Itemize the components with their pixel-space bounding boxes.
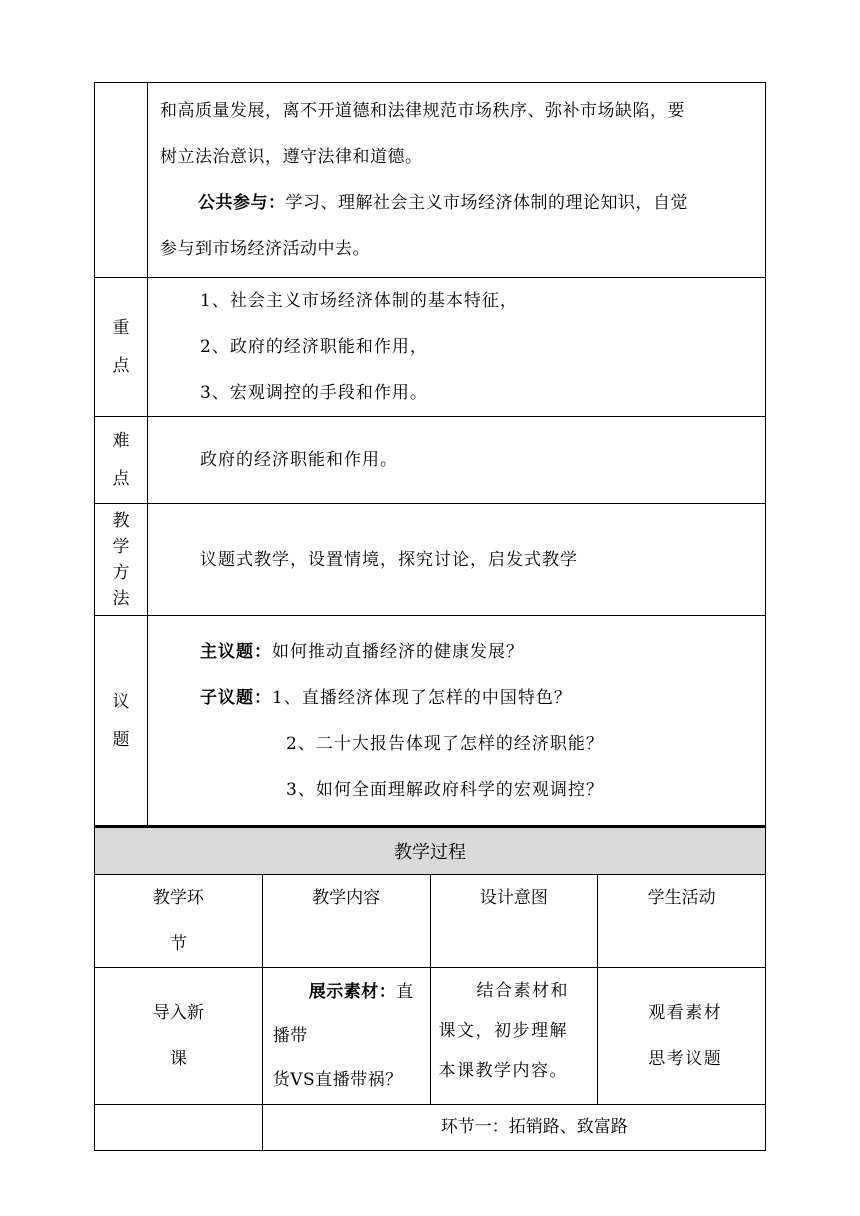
continuation-cell	[148, 83, 766, 278]
main-topic	[160, 629, 755, 675]
method-text: 议题式教学，设置情境，探究讨论，启发式教学	[200, 549, 578, 570]
public-participation-line	[160, 180, 755, 226]
sub-topic	[160, 675, 755, 721]
header-intent: 设计意图	[430, 875, 598, 968]
header-content: 教学内容	[262, 875, 430, 968]
intro-content-text: 直播带	[272, 982, 414, 1046]
section-stage-empty	[95, 1105, 263, 1151]
intro-content	[262, 968, 430, 1105]
key-point-item: 1、社会主义市场经济体制的基本特征，	[200, 291, 518, 311]
key-points-label: 重 点	[95, 278, 148, 417]
document	[94, 82, 766, 1151]
difficulty-cell	[148, 417, 766, 504]
section-row	[95, 1105, 766, 1151]
difficulty-text: 政府的经济职能和作用。	[200, 450, 398, 470]
public-participation-text: 学习、理解社会主义市场经济体制的理论知识，自觉	[285, 193, 688, 213]
difficulty-label: 难 点	[95, 417, 148, 504]
intro-intent: 结合素材和 课文，初步理解 本课教学内容。	[430, 968, 598, 1105]
intro-content-text: 货VS直播带祸？	[272, 1070, 403, 1090]
topic-row	[95, 616, 766, 826]
continuation-line: 树立法治意识，遵守法律和道德。	[160, 147, 423, 167]
difficulty-row	[95, 417, 766, 504]
main-topic-label: 主议题：	[200, 641, 272, 662]
topic-cell	[148, 616, 766, 826]
process-title-row	[95, 827, 766, 875]
teaching-process-table	[94, 826, 766, 1151]
method-label: 教 学 方 法	[95, 504, 148, 616]
key-points-cell	[148, 278, 766, 417]
intro-stage: 导入新 课	[95, 968, 263, 1105]
key-point-item: 2、政府的经济职能和作用，	[200, 337, 428, 357]
header-stage: 教学环 节	[95, 875, 263, 968]
public-participation-line: 参与到市场经济活动中去。	[160, 239, 370, 259]
intro-row	[95, 968, 766, 1105]
sub-topic: 3、如何全面理解政府科学的宏观调控？	[286, 779, 604, 800]
process-title: 教学过程	[95, 827, 766, 875]
lesson-plan-table	[94, 82, 766, 826]
continuation-row	[95, 83, 766, 278]
continuation-line: 和高质量发展，离不开道德和法律规范市场秩序、弥补市场缺陷，要	[160, 101, 685, 121]
empty-label-cell	[95, 83, 148, 278]
section-title: 环节一：拓销路、致富路	[262, 1105, 765, 1151]
sub-topic-text: 1、直播经济体现了怎样的中国特色？	[272, 687, 572, 708]
sub-topic: 2、二十大报告体现了怎样的经济职能？	[286, 733, 604, 754]
header-activity: 学生活动	[598, 875, 766, 968]
sub-topic-label: 子议题：	[200, 687, 272, 708]
method-row	[95, 504, 766, 616]
intro-activity: 观看素材 思考议题	[598, 968, 766, 1105]
main-topic-text: 如何推动直播经济的健康发展？	[272, 641, 524, 662]
method-cell	[148, 504, 766, 616]
topic-label: 议 题	[95, 616, 148, 826]
key-points-row	[95, 278, 766, 417]
process-header-row	[95, 875, 766, 968]
public-participation-label: 公共参与：	[198, 193, 286, 213]
key-point-item: 3、宏观调控的手段和作用。	[200, 383, 428, 403]
intro-content-label: 展示素材：	[308, 982, 397, 1002]
